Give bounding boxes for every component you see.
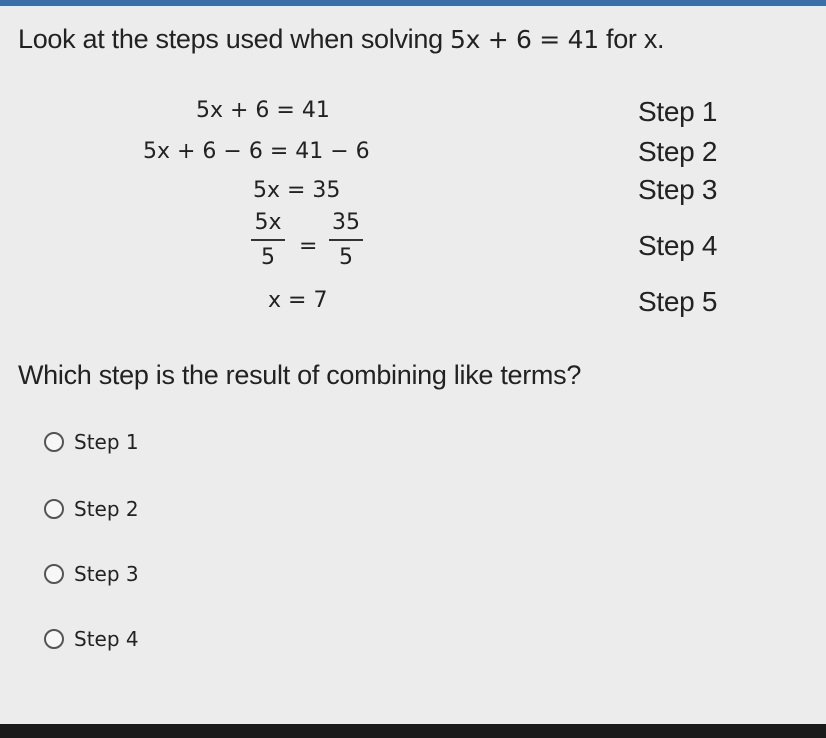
step-4-right-fraction — [329, 210, 363, 270]
option-label: Step 2 — [74, 497, 139, 521]
radio-button[interactable] — [44, 432, 64, 452]
option-step-1[interactable] — [44, 429, 139, 455]
step-3-label: Step 3 — [638, 174, 718, 205]
prompt-tail: for x. — [606, 24, 665, 54]
step-4-right-denominator: 5 — [339, 245, 353, 270]
problem-prompt — [18, 24, 664, 55]
option-step-3[interactable] — [44, 561, 139, 587]
fraction-bar — [329, 239, 363, 241]
step-4-right-numerator: 35 — [332, 210, 360, 235]
bottom-edge-bar — [0, 724, 826, 738]
prompt-equation: 5x + 6 = 41 — [450, 25, 599, 54]
step-4-left-denominator: 5 — [261, 245, 275, 270]
step-1-expression: 5x + 6 = 41 — [196, 98, 330, 123]
option-step-2[interactable] — [44, 496, 139, 522]
radio-button[interactable] — [44, 629, 64, 649]
prompt-lead: Look at the steps used when solving — [18, 24, 443, 54]
step-1-label: Step 1 — [638, 96, 718, 127]
top-accent-bar — [0, 0, 826, 6]
step-2-label: Step 2 — [638, 136, 718, 167]
step-2-expression: 5x + 6 − 6 = 41 − 6 — [143, 139, 370, 164]
fraction-bar — [251, 239, 285, 241]
step-4-left-fraction — [251, 210, 285, 270]
question-text: Which step is the result of combining like terms? — [18, 360, 582, 390]
step-4-left-numerator: 5x — [254, 210, 282, 235]
radio-button[interactable] — [44, 564, 64, 584]
step-5-expression: x = 7 — [268, 288, 328, 313]
option-label: Step 3 — [74, 562, 139, 586]
step-4-equals: = — [299, 234, 318, 259]
option-label: Step 4 — [74, 627, 139, 651]
radio-button[interactable] — [44, 499, 64, 519]
option-label: Step 1 — [74, 430, 139, 454]
option-step-4[interactable] — [44, 626, 139, 652]
step-5-label: Step 5 — [638, 286, 718, 317]
step-4-label: Step 4 — [638, 230, 718, 261]
step-3-expression: 5x = 35 — [253, 178, 341, 203]
